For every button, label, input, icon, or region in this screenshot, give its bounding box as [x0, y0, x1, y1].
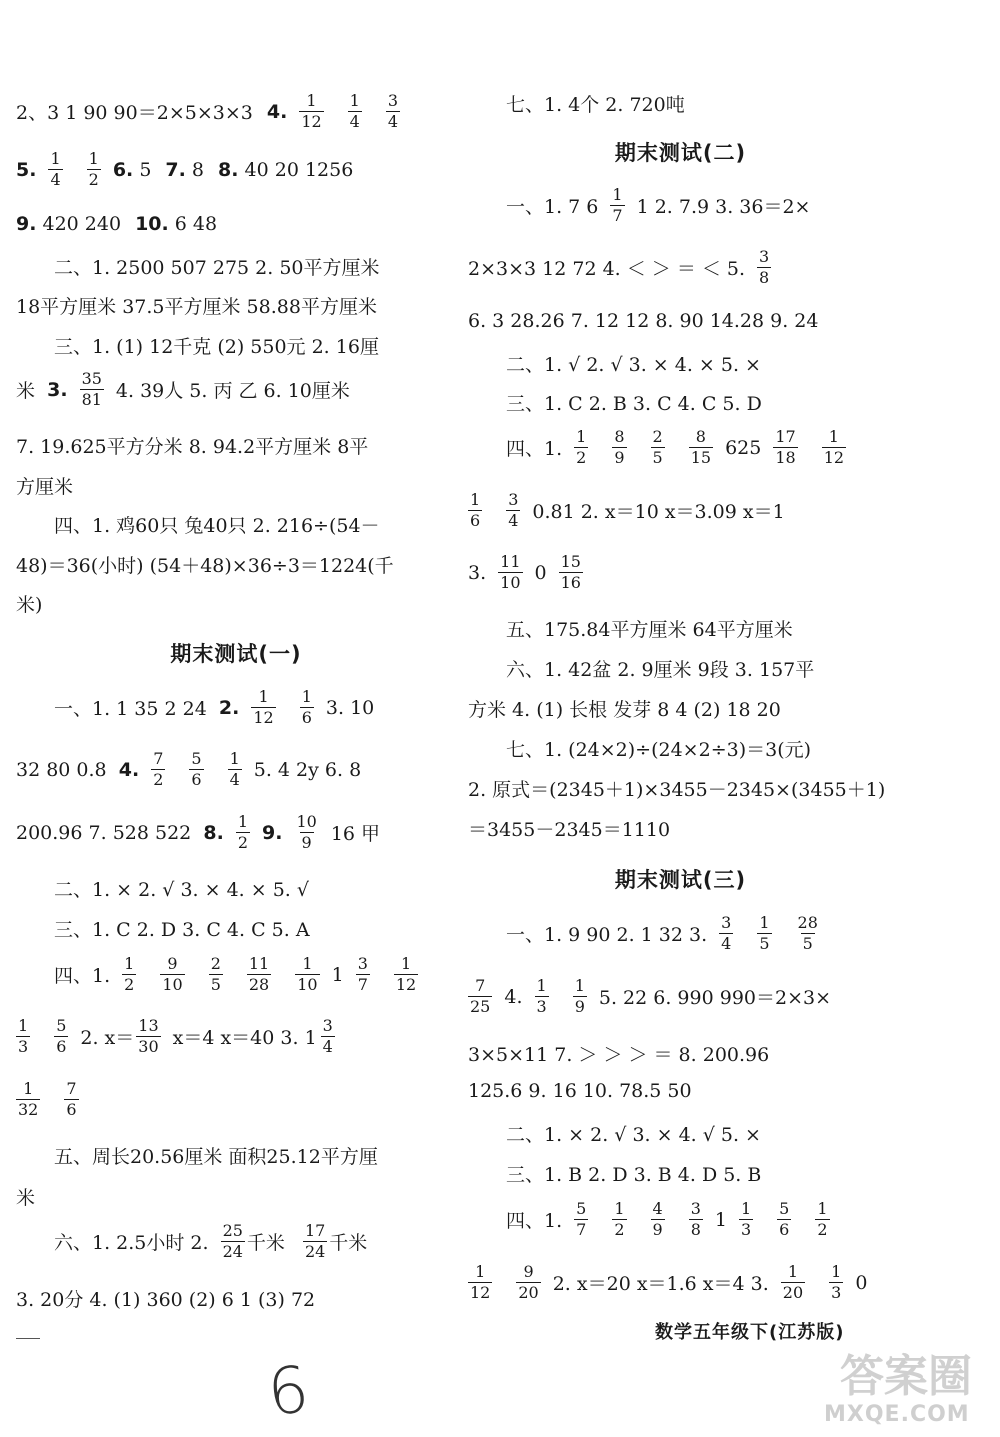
section-title: 期末测试(二) — [614, 141, 747, 165]
answer-line: 2. 原式＝(2345＋1)×3455－2345×(3455＋1) — [468, 779, 886, 801]
answer-line — [468, 914, 832, 954]
fraction: $\frac{1}{7}$ — [612, 185, 623, 226]
fraction: $\frac{1}{12}$ — [395, 954, 417, 995]
fraction: $\frac{17}{18}$ — [775, 427, 796, 468]
answer-line: 125.6 9. 16 10. 78.5 50 — [468, 1080, 692, 1102]
answer-text: 200.96 7. 528 522 — [16, 821, 192, 844]
fraction: $\frac{1}{6}$ — [301, 687, 312, 728]
answer-text: 3. — [468, 561, 487, 584]
answer-line: 五、175.84平方厘米 64平方厘米 — [506, 619, 793, 641]
section-title: 期末测试(三) — [614, 868, 747, 892]
fraction: $\frac{1}{2}$ — [614, 1199, 625, 1240]
fraction: $\frac{25}{24}$ — [222, 1221, 243, 1262]
answer-line — [16, 750, 361, 790]
fraction: $\frac{10}{9}$ — [296, 812, 317, 853]
answer-text: 625 — [725, 436, 762, 459]
fraction: $\frac{3}{4}$ — [387, 91, 399, 132]
answer-text: 0.81 2. x＝10 x＝3.09 x＝1 — [532, 501, 785, 524]
answer-text: 米 — [16, 380, 36, 403]
answer-line — [468, 248, 783, 288]
answer-text: 2. x＝ — [80, 1027, 135, 1050]
answer-line — [468, 186, 810, 226]
answer-line: 七、1. 4个 2. 720吨 — [506, 94, 685, 116]
answer-line — [16, 370, 350, 410]
answer-text: 四、1. — [506, 438, 563, 461]
fraction: $\frac{3}{7}$ — [357, 954, 368, 995]
item-number: 7. — [165, 158, 186, 181]
answer-line: 三、1. (1) 12千克 (2) 550元 2. 16厘 — [54, 336, 379, 358]
answer-line — [16, 813, 380, 853]
answer-text: 4. — [504, 985, 523, 1008]
answer-line — [16, 1017, 347, 1057]
item-number: 6. — [112, 158, 134, 181]
answer-text: 一、1. 1 35 2 24 — [54, 698, 207, 721]
answer-text: 1 — [714, 1208, 727, 1231]
fraction: $\frac{5}{7}$ — [576, 1199, 587, 1240]
fraction: $\frac{11}{28}$ — [248, 954, 270, 995]
item-number: 8. — [218, 158, 239, 181]
fraction: $\frac{9}{10}$ — [162, 954, 183, 995]
answer-line: ＝3455－2345＝1110 — [468, 819, 671, 841]
answer-line: 方米 4. (1) 长根 发芽 8 4 (2) 18 20 — [468, 699, 781, 721]
fraction: $\frac{3}{8}$ — [690, 1199, 701, 1240]
item-number: 10. — [135, 213, 169, 235]
fraction: $\frac{1}{2}$ — [124, 954, 135, 995]
answer-line — [16, 92, 412, 132]
fraction: $\frac{1}{5}$ — [759, 913, 770, 954]
answer-text: 四、1. — [54, 965, 111, 988]
answer-line: 48)＝36(小时) (54＋48)×36÷3＝1224(千 — [16, 555, 394, 577]
answer-text: 2、3 1 90 90＝2×5×3×3 — [16, 102, 253, 125]
answer-line: 米 — [16, 1187, 36, 1209]
answer-text: 0 — [855, 1271, 868, 1294]
fraction: $\frac{4}{9}$ — [652, 1199, 663, 1240]
fraction: $\frac{5}{6}$ — [779, 1199, 790, 1240]
answer-text: 四、1. — [506, 1210, 563, 1233]
fraction: $\frac{1}{3}$ — [536, 976, 547, 1017]
fraction: $\frac{1}{3}$ — [18, 1016, 29, 1057]
item-number: 3. — [47, 378, 68, 401]
answer-text: 5 — [139, 158, 152, 181]
answer-text: 2×3×3 12 72 4. ＜ ＞ ＝ ＜ 5. — [468, 258, 746, 281]
answer-line: 二、1. 2500 507 275 2. 50平方厘米 — [54, 257, 380, 279]
fraction: $\frac{8}{9}$ — [614, 427, 625, 468]
fraction: $\frac{8}{15}$ — [690, 427, 712, 468]
watermark-text: 答案圈 — [840, 1351, 972, 1402]
fraction: $\frac{1}{2}$ — [237, 812, 248, 853]
fraction: $\frac{15}{16}$ — [560, 552, 581, 593]
fraction: $\frac{1}{4}$ — [229, 749, 240, 790]
fraction: $\frac{1}{12}$ — [470, 1262, 491, 1303]
answer-text: 40 20 1256 — [244, 158, 354, 181]
fraction: $\frac{11}{10}$ — [500, 552, 521, 593]
answer-line: 二、1. × 2. √ 3. × 4. × 5. √ — [54, 879, 309, 901]
answer-text: 3. 10 — [325, 696, 375, 719]
fraction: $\frac{1}{3}$ — [740, 1199, 752, 1240]
fraction: $\frac{13}{30}$ — [138, 1016, 159, 1057]
answer-line — [16, 955, 430, 995]
answer-line: 米) — [16, 594, 43, 616]
answer-line — [468, 428, 858, 468]
handwritten-page-mark: 6 — [264, 1353, 313, 1431]
fraction: $\frac{3}{4}$ — [322, 1016, 333, 1057]
answer-text: 千米 — [329, 1232, 368, 1255]
answer-text: 1 2. 7.9 3. 36＝2× — [636, 196, 811, 219]
answer-line: 五、周长20.56厘米 面积25.12平方厘 — [54, 1146, 378, 1168]
answer-line — [16, 688, 374, 728]
fraction: $\frac{7}{2}$ — [153, 749, 164, 790]
item-number: 4. — [118, 758, 140, 781]
answer-text: 5. 22 6. 990 990＝2×3× — [598, 987, 832, 1010]
fraction: $\frac{1}{2}$ — [817, 1199, 828, 1240]
fraction: $\frac{3}{4}$ — [508, 490, 519, 531]
fraction: $\frac{1}{32}$ — [18, 1079, 39, 1120]
fraction: $\frac{1}{2}$ — [576, 427, 587, 468]
fraction: $\frac{7}{25}$ — [470, 976, 491, 1017]
answer-text: 0 — [534, 561, 547, 584]
fraction: $\frac{3}{8}$ — [759, 247, 770, 288]
answer-text: 一、1. 9 90 2. 1 32 3. — [506, 924, 708, 947]
fraction: $\frac{1}{9}$ — [574, 976, 585, 1017]
fraction: $\frac{1}{3}$ — [831, 1262, 842, 1303]
item-number: 9. — [262, 821, 283, 844]
answer-line: 六、1. 42盆 2. 9厘米 9段 3. 157平 — [506, 659, 815, 681]
answer-text: 1 — [331, 963, 344, 986]
fraction: $\frac{3}{4}$ — [721, 913, 732, 954]
answer-text: 16 甲 — [330, 823, 381, 846]
answer-line: 三、1. C 2. D 3. C 4. C 5. A — [54, 919, 310, 941]
fraction: $\frac{1}{4}$ — [349, 91, 360, 132]
answer-line — [468, 491, 785, 531]
answer-text: 5. 4 2y 6. 8 — [253, 758, 362, 781]
item-number: 2. — [218, 696, 240, 719]
item-number: 5. — [16, 158, 37, 181]
answer-line: 四、1. 鸡60只 兔40只 2. 216÷(54－ — [54, 515, 380, 537]
fraction: $\frac{7}{6}$ — [66, 1079, 77, 1120]
answer-text: 6 48 — [174, 213, 218, 235]
answer-line: 18平方厘米 37.5平方厘米 58.88平方厘米 — [16, 296, 377, 318]
divider — [16, 1338, 40, 1339]
answer-text: 8 — [191, 158, 205, 181]
item-number: 9. — [16, 213, 37, 235]
answer-line: 三、1. C 2. B 3. C 4. C 5. D — [506, 393, 762, 415]
fraction: $\frac{5}{6}$ — [191, 749, 202, 790]
answer-line — [468, 1263, 867, 1303]
answer-line — [468, 553, 595, 593]
item-number: 4. — [266, 100, 288, 123]
answer-line — [468, 977, 831, 1017]
watermark-url: MXQE.COM — [824, 1402, 970, 1427]
answer-text: x＝4 x＝40 3. 1 — [172, 1027, 317, 1050]
fraction: $\frac{2}{5}$ — [652, 427, 663, 468]
fraction: $\frac{1}{12}$ — [823, 427, 845, 468]
answer-line: 7. 19.625平方分米 8. 94.2平方厘米 8平 — [16, 436, 369, 458]
answer-line: 3×5×11 7. ＞ ＞ ＞ ＝ 8. 200.96 — [468, 1044, 770, 1066]
answer-text: 一、1. 7 6 — [506, 196, 599, 219]
answer-text: 六、1. 2.5小时 2. — [54, 1232, 209, 1255]
answer-text: 千米 — [246, 1232, 285, 1255]
answer-line — [16, 1222, 367, 1262]
fraction: $\frac{1}{10}$ — [297, 954, 318, 995]
fraction: $\frac{1}{12}$ — [253, 687, 274, 728]
fraction: $\frac{2}{5}$ — [210, 954, 221, 995]
answer-line: 方厘米 — [16, 476, 74, 498]
fraction: $\frac{1}{4}$ — [50, 149, 61, 190]
answer-text: 2. x＝20 x＝1.6 x＝4 3. — [552, 1273, 769, 1296]
fraction: $\frac{28}{5}$ — [797, 913, 818, 954]
answer-line — [16, 1080, 91, 1120]
answer-line — [468, 1200, 842, 1240]
answer-text: 4. 39人 5. 丙 乙 6. 10厘米 — [115, 380, 350, 403]
fraction: $\frac{1}{6}$ — [470, 490, 481, 531]
fraction: $\frac{1}{12}$ — [301, 91, 322, 132]
answer-line — [16, 150, 353, 190]
book-title: 数学五年级下(江苏版) — [655, 1322, 845, 1343]
answer-line: 三、1. B 2. D 3. B 4. D 5. B — [506, 1164, 762, 1186]
fraction: $\frac{1}{20}$ — [782, 1262, 804, 1303]
answer-line: 二、1. √ 2. √ 3. × 4. × 5. × — [506, 354, 761, 376]
watermark-logo — [820, 1340, 995, 1430]
answer-line: 二、1. × 2. √ 3. × 4. √ 5. × — [506, 1124, 761, 1146]
section-title: 期末测试(一) — [170, 642, 302, 666]
fraction: $\frac{5}{6}$ — [56, 1016, 67, 1057]
answer-text: 32 80 0.8 — [16, 758, 107, 781]
item-number: 8. — [203, 821, 224, 844]
answer-line — [16, 213, 217, 235]
answer-line: 七、1. (24×2)÷(24×2÷3)＝3(元) — [506, 739, 812, 761]
answer-line: 3. 20分 4. (1) 360 (2) 6 1 (3) 72 — [16, 1289, 316, 1311]
answer-line: 6. 3 28.26 7. 12 12 8. 90 14.28 9. 24 — [468, 310, 819, 332]
fraction: $\frac{17}{24}$ — [304, 1221, 326, 1262]
fraction: $\frac{1}{2}$ — [88, 149, 99, 190]
fraction: $\frac{35}{81}$ — [81, 369, 102, 410]
fraction: $\frac{9}{20}$ — [518, 1262, 539, 1303]
answer-text: 420 240 — [42, 213, 122, 235]
